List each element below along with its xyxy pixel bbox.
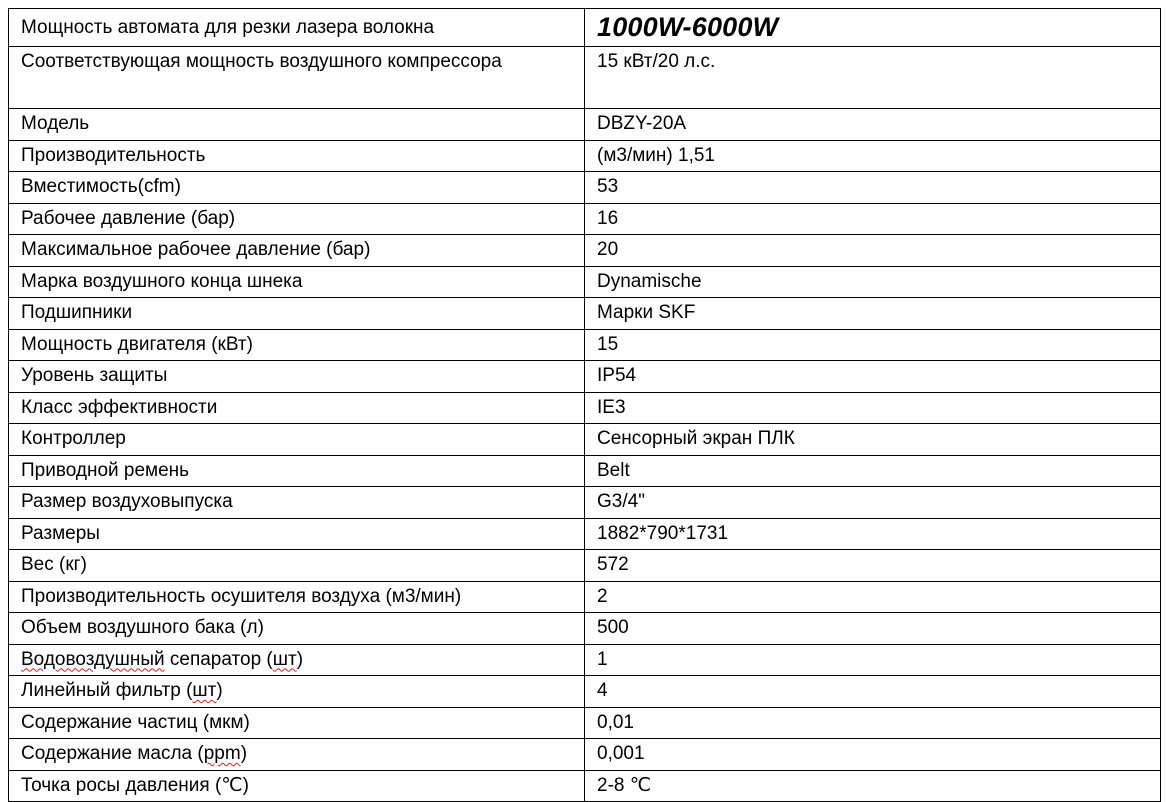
table-row xyxy=(9,140,1161,172)
row-value: IP54 xyxy=(585,361,1161,393)
spec-table xyxy=(8,8,1161,802)
row-label: Размеры xyxy=(9,518,585,550)
row-value: 2 xyxy=(585,581,1161,613)
row-value: 53 xyxy=(585,172,1161,204)
table-row xyxy=(9,298,1161,330)
row-label: Мощность двигателя (кВт) xyxy=(9,329,585,361)
row-value: 572 xyxy=(585,550,1161,582)
row-label: Объем воздушного бака (л) xyxy=(9,613,585,645)
row-value: 0,01 xyxy=(585,707,1161,739)
table-row xyxy=(9,47,1161,109)
table-row xyxy=(9,109,1161,141)
row-label: Содержание частиц (мкм) xyxy=(9,707,585,739)
row-label: Подшипники xyxy=(9,298,585,330)
spellcheck-word: Водовоздушный xyxy=(21,648,165,670)
table-row xyxy=(9,581,1161,613)
row-label: Вместимость(cfm) xyxy=(9,172,585,204)
table-row xyxy=(9,329,1161,361)
table-row xyxy=(9,266,1161,298)
label-text: сепаратор ( xyxy=(164,648,273,670)
row-label xyxy=(9,739,585,771)
row-label xyxy=(9,644,585,676)
spellcheck-word: шт xyxy=(272,648,297,670)
row-label: Соответствующая мощность воздушного компрессора xyxy=(9,47,585,109)
table-row xyxy=(9,203,1161,235)
table-row xyxy=(9,707,1161,739)
table-row xyxy=(9,518,1161,550)
label-text: ) xyxy=(216,680,223,701)
row-value: 16 xyxy=(585,203,1161,235)
spellcheck-word: ppm xyxy=(203,743,241,764)
row-label: Размер воздуховыпуска xyxy=(9,487,585,519)
row-label xyxy=(9,676,585,708)
header-label: Мощность автомата для резки лазера волокна xyxy=(9,9,585,47)
row-label: Модель xyxy=(9,109,585,141)
label-text: ) xyxy=(296,648,304,670)
row-value: Марки SKF xyxy=(585,298,1161,330)
table-row xyxy=(9,424,1161,456)
table-row xyxy=(9,770,1161,802)
row-value: Dynamische xyxy=(585,266,1161,298)
row-label: Уровень защиты xyxy=(9,361,585,393)
header-value: 1000W-6000W xyxy=(585,9,1161,47)
label-text: Содержание масла ( xyxy=(21,743,204,764)
row-label: Максимальное рабочее давление (бар) xyxy=(9,235,585,267)
row-value: Сенсорный экран ПЛК xyxy=(585,424,1161,456)
row-label: Марка воздушного конца шнека xyxy=(9,266,585,298)
row-label: Контроллер xyxy=(9,424,585,456)
row-label: Производительность xyxy=(9,140,585,172)
table-row xyxy=(9,613,1161,645)
row-label: Точка росы давления (℃) xyxy=(9,770,585,802)
row-label: Приводной ремень xyxy=(9,455,585,487)
table-row xyxy=(9,361,1161,393)
row-value: 0,001 xyxy=(585,739,1161,771)
table-row xyxy=(9,455,1161,487)
table-row xyxy=(9,550,1161,582)
table-row xyxy=(9,487,1161,519)
row-value: 4 xyxy=(585,676,1161,708)
table-row xyxy=(9,676,1161,708)
row-value: Belt xyxy=(585,455,1161,487)
row-value: 1 xyxy=(585,644,1161,676)
row-value: (м3/мин) 1,51 xyxy=(585,140,1161,172)
table-row xyxy=(9,172,1161,204)
table-row xyxy=(9,392,1161,424)
row-value: DBZY-20A xyxy=(585,109,1161,141)
row-value: 15 xyxy=(585,329,1161,361)
row-value: IE3 xyxy=(585,392,1161,424)
row-label: Рабочее давление (бар) xyxy=(9,203,585,235)
row-value: 1882*790*1731 xyxy=(585,518,1161,550)
table-header-row xyxy=(9,9,1161,47)
label-text: Линейный фильтр ( xyxy=(21,680,193,701)
spellcheck-word: шт xyxy=(192,680,217,701)
row-value: 20 xyxy=(585,235,1161,267)
row-value: 500 xyxy=(585,613,1161,645)
row-label: Вес (кг) xyxy=(9,550,585,582)
row-label: Класс эффективности xyxy=(9,392,585,424)
row-value: 15 кВт/20 л.с. xyxy=(585,47,1161,109)
table-row xyxy=(9,739,1161,771)
table-row xyxy=(9,644,1161,676)
row-label: Производительность осушителя воздуха (м3/мин) xyxy=(9,581,585,613)
row-value: 2-8 ℃ xyxy=(585,770,1161,802)
row-value: G3/4" xyxy=(585,487,1161,519)
label-text: ) xyxy=(240,743,248,764)
table-row xyxy=(9,235,1161,267)
